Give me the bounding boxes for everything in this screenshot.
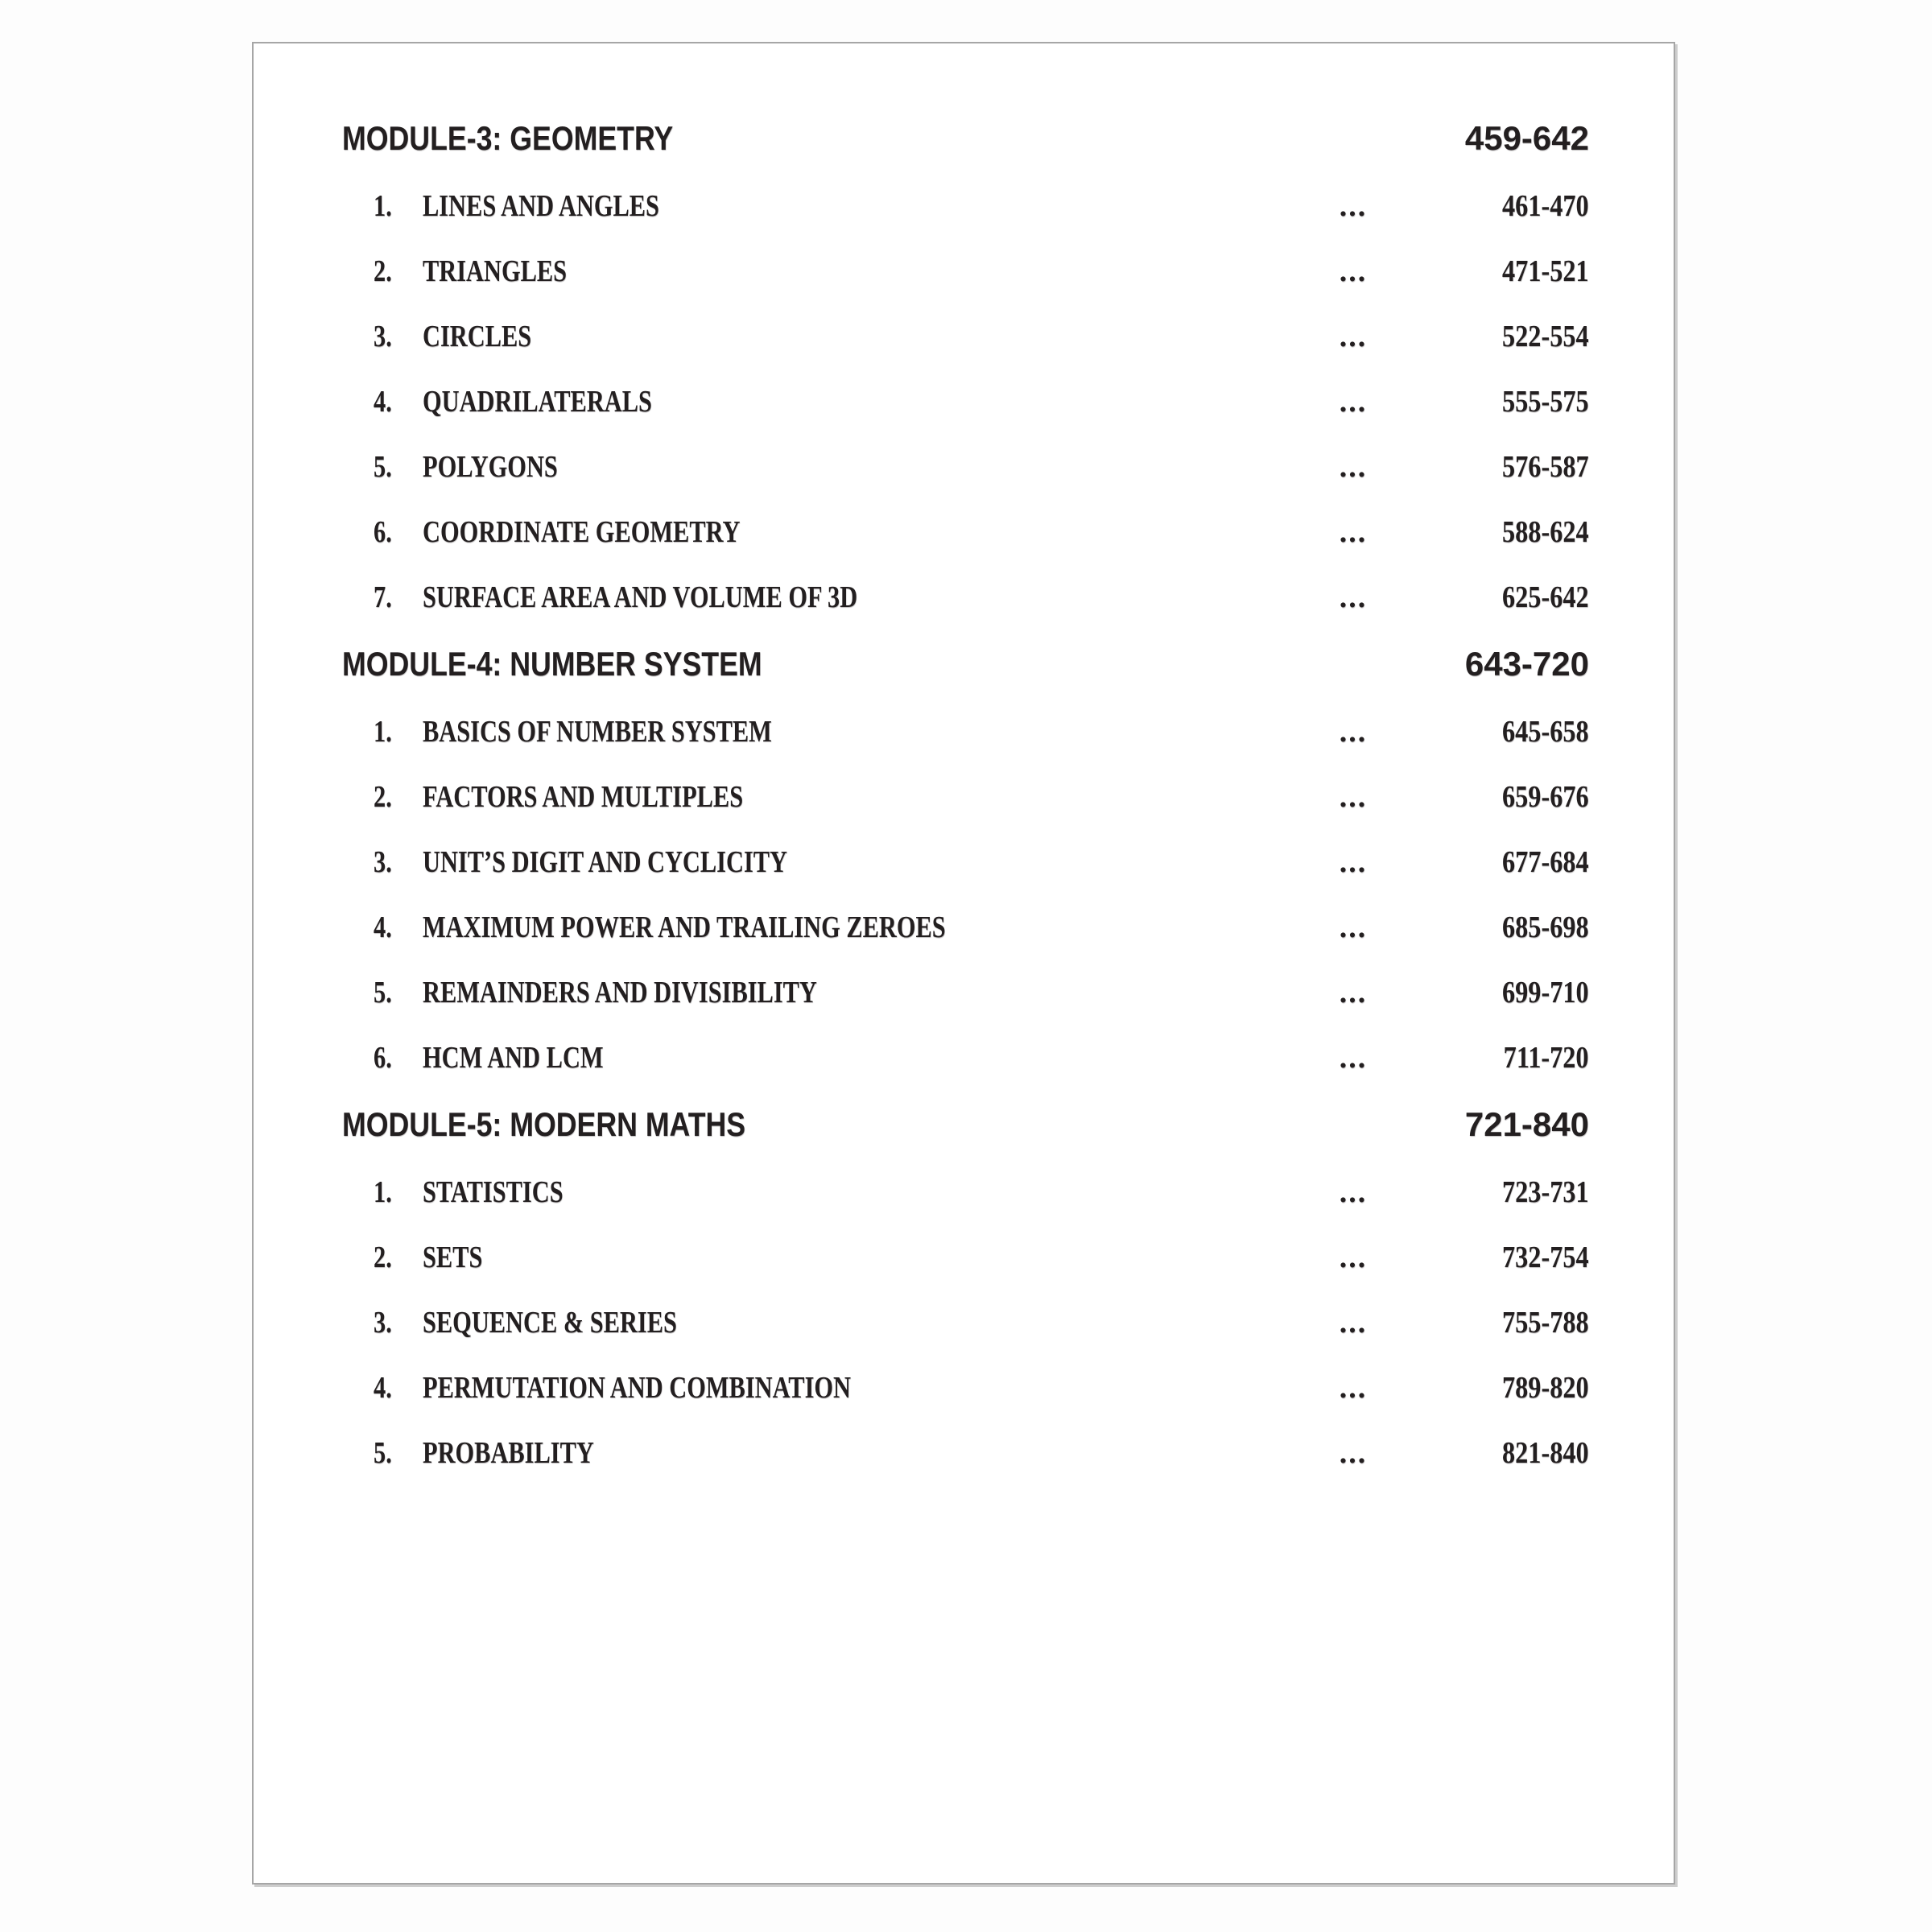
module-page-range: 459-642 bbox=[1464, 119, 1589, 157]
toc-entry-title: MAXIMUM POWER AND TRAILING ZEROES bbox=[423, 910, 946, 944]
toc-entry-pages: 711-720 bbox=[1504, 1040, 1589, 1075]
toc-leader-dots: ... bbox=[1339, 1040, 1368, 1075]
toc-entry-title: CIRCLES bbox=[423, 319, 532, 353]
toc-entry-title: STATISTICS bbox=[423, 1174, 564, 1209]
toc-entry-title: FACTORS AND MULTIPLES bbox=[423, 779, 744, 814]
toc-entry-row bbox=[342, 238, 1589, 303]
toc-entry-row bbox=[342, 564, 1589, 630]
module-page-range: 643-720 bbox=[1464, 645, 1589, 683]
toc-entry-number: 2. bbox=[374, 779, 392, 814]
toc-leader-dots: ... bbox=[1339, 1174, 1368, 1209]
toc-entry-pages: 732-754 bbox=[1502, 1240, 1589, 1274]
toc-entry-pages: 821-840 bbox=[1502, 1435, 1589, 1470]
book-page-sheet bbox=[252, 42, 1675, 1885]
toc-leader-dots: ... bbox=[1339, 1240, 1368, 1274]
toc-entry-row bbox=[342, 764, 1589, 829]
toc-entry-title: COORDINATE GEOMETRY bbox=[423, 514, 741, 549]
toc-entry-number: 4. bbox=[374, 1370, 392, 1405]
toc-entry-row bbox=[342, 303, 1589, 369]
toc-entry-number: 1. bbox=[374, 714, 392, 749]
toc-entry-row bbox=[342, 699, 1589, 764]
toc-leader-dots: ... bbox=[1339, 449, 1368, 484]
toc-entry-pages: 699-710 bbox=[1502, 975, 1589, 1009]
toc-entry-number: 6. bbox=[374, 514, 392, 549]
toc-leader-dots: ... bbox=[1339, 384, 1368, 419]
module-title: MODULE-4: NUMBER SYSTEM bbox=[342, 645, 762, 683]
toc-entry-title: SETS bbox=[423, 1240, 483, 1274]
toc-entry-title: BASICS OF NUMBER SYSTEM bbox=[423, 714, 772, 749]
toc-leader-dots: ... bbox=[1339, 779, 1368, 814]
toc-entry-row bbox=[342, 499, 1589, 564]
toc-entry-pages: 522-554 bbox=[1502, 319, 1589, 353]
toc-leader-dots: ... bbox=[1339, 319, 1368, 353]
toc-entry-row bbox=[342, 894, 1589, 960]
toc-entry-title: TRIANGLES bbox=[423, 254, 568, 288]
toc-leader-dots: ... bbox=[1339, 1305, 1368, 1340]
toc-entry-row bbox=[342, 829, 1589, 894]
toc-entry-number: 3. bbox=[374, 319, 392, 353]
toc-entry-number: 5. bbox=[374, 1435, 392, 1470]
toc-entry-number: 4. bbox=[374, 910, 392, 944]
toc-entry-row bbox=[342, 1159, 1589, 1224]
toc-entry-row bbox=[342, 173, 1589, 238]
toc-leader-dots: ... bbox=[1339, 188, 1368, 223]
toc-entry-title: QUADRILATERALS bbox=[423, 384, 652, 419]
toc-entry-number: 6. bbox=[374, 1040, 392, 1075]
toc-entry-title: SEQUENCE & SERIES bbox=[423, 1305, 677, 1340]
module-heading-row bbox=[342, 630, 1589, 699]
toc-entry-number: 3. bbox=[374, 1305, 392, 1340]
toc-leader-dots: ... bbox=[1339, 714, 1368, 749]
toc-entry-pages: 645-658 bbox=[1502, 714, 1589, 749]
toc-leader-dots: ... bbox=[1339, 254, 1368, 288]
toc-entry-pages: 461-470 bbox=[1502, 188, 1589, 223]
module-title: MODULE-3: GEOMETRY bbox=[342, 119, 674, 157]
toc-leader-dots: ... bbox=[1339, 975, 1368, 1009]
toc-entry-row bbox=[342, 1025, 1589, 1090]
toc-entry-title: PERMUTATION AND COMBINATION bbox=[423, 1370, 852, 1405]
toc-entry-pages: 659-676 bbox=[1502, 779, 1589, 814]
toc-entry-row bbox=[342, 960, 1589, 1025]
table-of-contents bbox=[254, 43, 1674, 1485]
toc-entry-title: PROBABILITY bbox=[423, 1435, 594, 1470]
toc-entry-row bbox=[342, 1290, 1589, 1355]
toc-leader-dots: ... bbox=[1339, 580, 1368, 614]
module-title: MODULE-5: MODERN MATHS bbox=[342, 1105, 746, 1143]
toc-entry-pages: 677-684 bbox=[1502, 844, 1589, 879]
toc-entry-title: POLYGONS bbox=[423, 449, 558, 484]
toc-entry-pages: 789-820 bbox=[1502, 1370, 1589, 1405]
toc-leader-dots: ... bbox=[1339, 1435, 1368, 1470]
toc-entry-number: 5. bbox=[374, 449, 392, 484]
toc-entry-number: 4. bbox=[374, 384, 392, 419]
toc-entry-number: 1. bbox=[374, 1174, 392, 1209]
toc-entry-pages: 755-788 bbox=[1502, 1305, 1589, 1340]
toc-leader-dots: ... bbox=[1339, 514, 1368, 549]
toc-entry-row bbox=[342, 1224, 1589, 1290]
toc-entry-pages: 471-521 bbox=[1502, 254, 1589, 288]
toc-entry-pages: 625-642 bbox=[1502, 580, 1589, 614]
toc-leader-dots: ... bbox=[1339, 1370, 1368, 1405]
toc-entry-number: 5. bbox=[374, 975, 392, 1009]
toc-entry-title: UNIT’S DIGIT AND CYCLICITY bbox=[423, 844, 788, 879]
toc-entry-number: 1. bbox=[374, 188, 392, 223]
toc-entry-title: LINES AND ANGLES bbox=[423, 188, 659, 223]
toc-entry-pages: 723-731 bbox=[1502, 1174, 1589, 1209]
toc-entry-row bbox=[342, 1420, 1589, 1485]
toc-entry-title: HCM AND LCM bbox=[423, 1040, 604, 1075]
toc-entry-pages: 576-587 bbox=[1502, 449, 1589, 484]
toc-leader-dots: ... bbox=[1339, 910, 1368, 944]
toc-entry-row bbox=[342, 434, 1589, 499]
toc-entry-number: 2. bbox=[374, 1240, 392, 1274]
module-heading-row bbox=[342, 1090, 1589, 1159]
toc-entry-number: 7. bbox=[374, 580, 392, 614]
toc-entry-pages: 685-698 bbox=[1502, 910, 1589, 944]
toc-entry-row bbox=[342, 1355, 1589, 1420]
toc-entry-row bbox=[342, 369, 1589, 434]
toc-entry-title: REMAINDERS AND DIVISIBILITY bbox=[423, 975, 817, 1009]
toc-entry-pages: 555-575 bbox=[1502, 384, 1589, 419]
toc-entry-number: 3. bbox=[374, 844, 392, 879]
module-page-range: 721-840 bbox=[1464, 1105, 1589, 1143]
module-heading-row bbox=[342, 104, 1589, 173]
toc-entry-title: SURFACE AREA AND VOLUME OF 3D bbox=[423, 580, 858, 614]
toc-leader-dots: ... bbox=[1339, 844, 1368, 879]
toc-entry-pages: 588-624 bbox=[1502, 514, 1589, 549]
toc-entry-number: 2. bbox=[374, 254, 392, 288]
